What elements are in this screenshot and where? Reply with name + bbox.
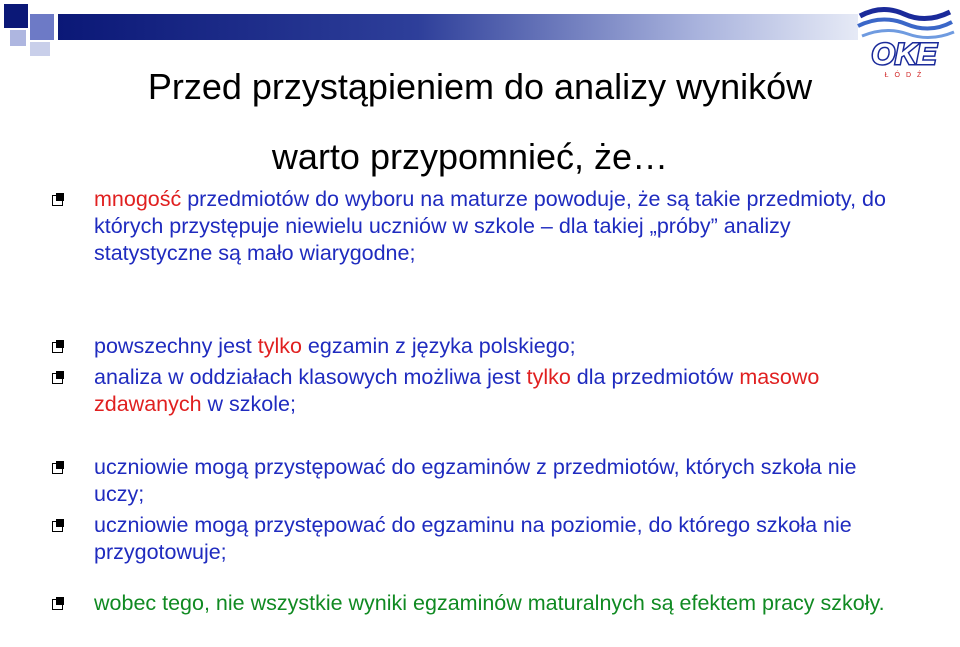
bullet-marker-icon: [52, 599, 63, 610]
slide-title-line1: Przed przystąpieniem do analizy wyników: [147, 66, 813, 107]
bullet-2-text-a: powszechny jest: [94, 334, 258, 358]
svg-text:ŁÓDŹ: ŁÓDŹ: [884, 72, 928, 79]
bullet-3-emphasis-b: masowo zdawanych: [94, 365, 820, 416]
bullet-item-2: [94, 333, 894, 360]
bullet-marker-icon: [52, 521, 63, 532]
bullet-marker-icon: [52, 463, 63, 474]
bullet-3-text-c: w szkole;: [201, 392, 296, 416]
svg-text:OKE: OKE: [871, 38, 937, 71]
bullet-item-4: [94, 454, 894, 508]
bullet-1-text: przedmiotów do wyboru na maturze powoduje, że są takie przedmioty, do których przystępuje niewielu uczniów w szkole – dla takiej „próby” analizy statystyczne są mało wiarygodne;: [94, 187, 886, 265]
bullet-item-6: [94, 590, 894, 617]
bullet-3-text-b: dla przedmiotów: [570, 365, 740, 389]
bullet-marker-icon: [52, 195, 63, 206]
bullet-2-text-b: egzamin z języka polskiego;: [301, 334, 576, 358]
bullet-item-5: [94, 512, 894, 566]
bullet-3-emphasis-a: tylko: [526, 365, 571, 389]
bullet-4-text: uczniowie mogą przystępować do egzaminów z przedmiotów, których szkoła nie uczy;: [94, 455, 857, 506]
bullet-2-emphasis: tylko: [257, 334, 302, 358]
bullet-3-text-a: analiza w oddziałach klasowych możliwa jest: [94, 365, 527, 389]
bullet-item-3: [94, 364, 894, 418]
bullet-6-text: wobec tego, nie wszystkie wyniki egzaminów maturalnych są efektem pracy szkoły.: [94, 591, 885, 615]
bullet-1-emphasis: mnogość: [94, 187, 182, 211]
bullet-marker-icon: [52, 342, 63, 353]
bullet-5-text: uczniowie mogą przystępować do egzaminu na poziomie, do którego szkoła nie przygotowuje;: [94, 513, 852, 564]
bullet-marker-icon: [52, 373, 63, 384]
slide-title-line2: warto przypomnieć, że…: [271, 136, 669, 177]
bullet-item-1: [94, 186, 894, 267]
